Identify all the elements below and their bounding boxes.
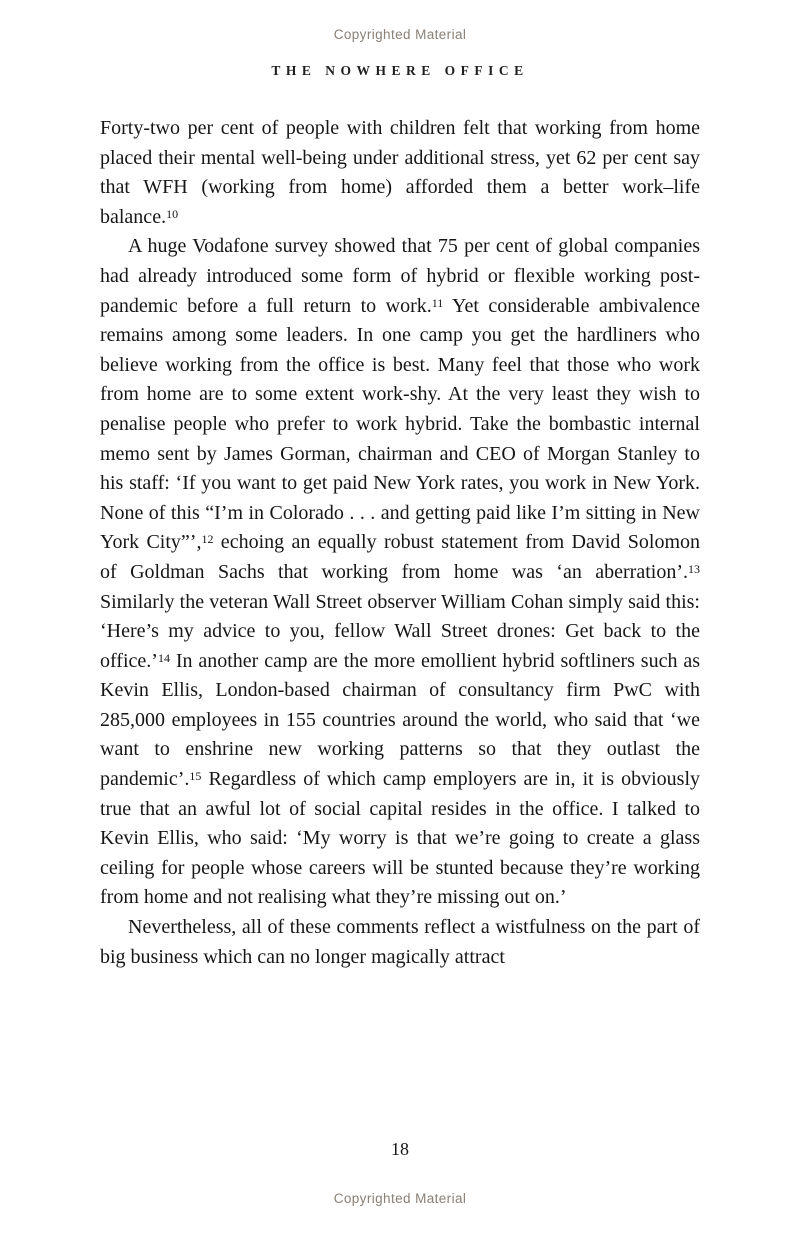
running-header: THE NOWHERE OFFICE <box>271 63 529 78</box>
paragraph-text: In another camp are the more emollient hybrid softliners such as Kevin Ellis, London-based chairman of consultancy firm PwC with 285,000 employees in 155 countries around the world, who said that ‘we want to enshrine new working patterns so that they outlast the pandemic’. <box>100 649 700 791</box>
paragraph-text: Similarly the veteran Wall Street observer William Cohan simply said this: ‘Here’s my advice to you, fellow Wall Street drones: Get back to the office.’ <box>100 590 700 672</box>
paragraph <box>100 913 700 972</box>
footnote-reference: 13 <box>688 561 700 576</box>
footnote-reference: 12 <box>201 532 214 547</box>
footnote-reference: 15 <box>189 769 202 784</box>
paragraph <box>100 114 700 232</box>
paragraph-text: echoing an equally robust statement from David Solomon of Goldman Sachs that working from home was ‘an aberration’. <box>100 531 700 583</box>
footnote-reference: 11 <box>431 295 444 310</box>
body-text <box>100 114 700 972</box>
paragraph-text: Regardless of which camp employers are in, it is obviously true that an awful lot of social capital resides in the office. I talked to Kevin Ellis, who said: ‘My worry is that we’re going to create a glass ceiling for people whose careers will be stunted because they’re working from home and not realising what they’re missing out on.’ <box>100 768 700 909</box>
footnote-reference: 10 <box>166 206 179 221</box>
page-number: 18 <box>391 1139 409 1159</box>
paragraph-text: Forty-two per cent of people with children felt that working from home placed their mental well-being under additional stress, yet 62 per cent say that WFH (working from home) afforded them a better work–life balance. <box>100 117 700 228</box>
copyright-notice-top: Copyrighted Material <box>333 27 467 42</box>
footnote-reference: 14 <box>157 650 170 665</box>
paragraph-text: Nevertheless, all of these comments reflect a wistfulness on the part of big business which can no longer magically attract <box>100 916 700 968</box>
paragraph-text: Yet considerable ambivalence remains among some leaders. In one camp you get the hardliners who believe working from the office is best. Many feel that those who work from home are to some extent work-shy. At the very least they wish to penalise people who prefer to work hybrid. Take the bombastic internal memo sent by James Gorman, chairman and CEO of Morgan Stanley to his staff: ‘If you want to get paid New York rates, you work in New York. None of this “I’m in Colorado . . . and getting paid like I’m sitting in New York City”’, <box>100 294 700 554</box>
copyright-notice-bottom: Copyrighted Material <box>333 1191 467 1206</box>
paragraph-text: A huge Vodafone survey showed that 75 per cent of global companies had already introduced some form of hybrid or flexible working post-pandemic before a full return to work. <box>100 235 700 317</box>
paragraph <box>100 232 700 913</box>
